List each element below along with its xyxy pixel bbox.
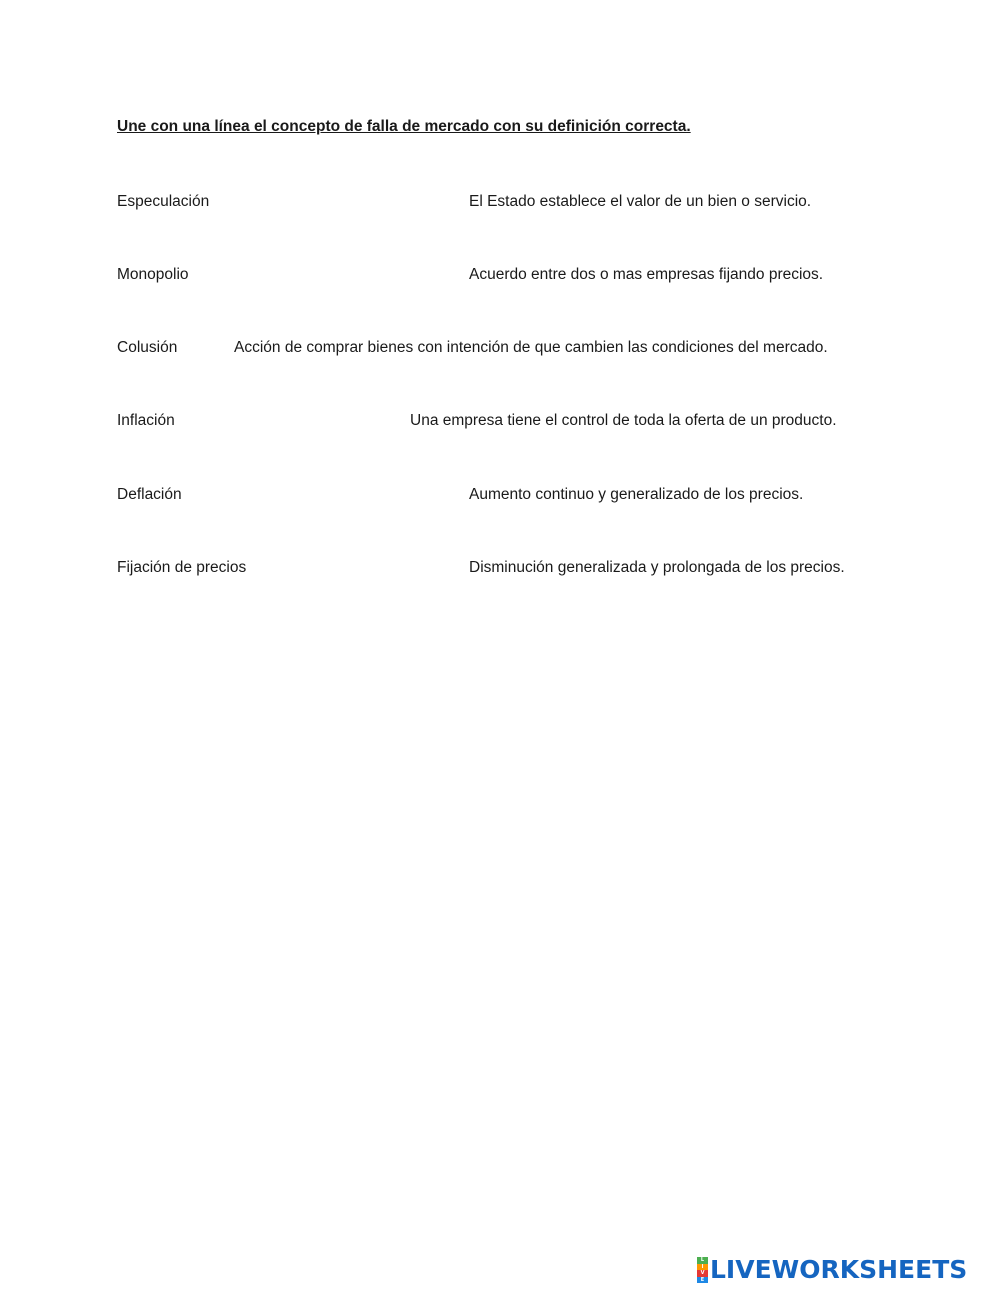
concept-label: Monopolio	[117, 266, 189, 283]
concept-label: Colusión	[117, 339, 178, 356]
logo-block: I	[697, 1264, 708, 1271]
logo-block: E	[697, 1277, 708, 1284]
logo-blocks-icon	[697, 1257, 708, 1283]
matching-row	[0, 336, 1000, 360]
concept-label: Inflación	[117, 412, 175, 429]
matching-row	[0, 483, 1000, 507]
logo-block: V	[697, 1270, 708, 1277]
logo-block: L	[697, 1257, 708, 1264]
instruction-title: Une con una línea el concepto de falla de mercado con su definición correcta.	[117, 118, 691, 135]
definition-label: Una empresa tiene el control de toda la oferta de un producto.	[410, 412, 837, 429]
definition-label: Acuerdo entre dos o mas empresas fijando precios.	[469, 266, 824, 283]
concept-label: Especulación	[117, 193, 210, 210]
matching-row	[0, 263, 1000, 287]
logo-text: LIVEWORKSHEETS	[710, 1255, 968, 1284]
liveworksheets-logo	[697, 1256, 967, 1284]
definition-label: El Estado establece el valor de un bien o servicio.	[469, 193, 812, 210]
definition-label: Disminución generalizada y prolongada de los precios.	[469, 559, 845, 576]
definition-label: Acción de comprar bienes con intención de que cambien las condiciones del mercado.	[234, 339, 828, 356]
definition-label: Aumento continuo y generalizado de los precios.	[469, 486, 804, 503]
matching-row	[0, 409, 1000, 433]
concept-label: Fijación de precios	[117, 559, 247, 576]
matching-row	[0, 556, 1000, 580]
concept-label: Deflación	[117, 486, 182, 503]
matching-row	[0, 190, 1000, 214]
